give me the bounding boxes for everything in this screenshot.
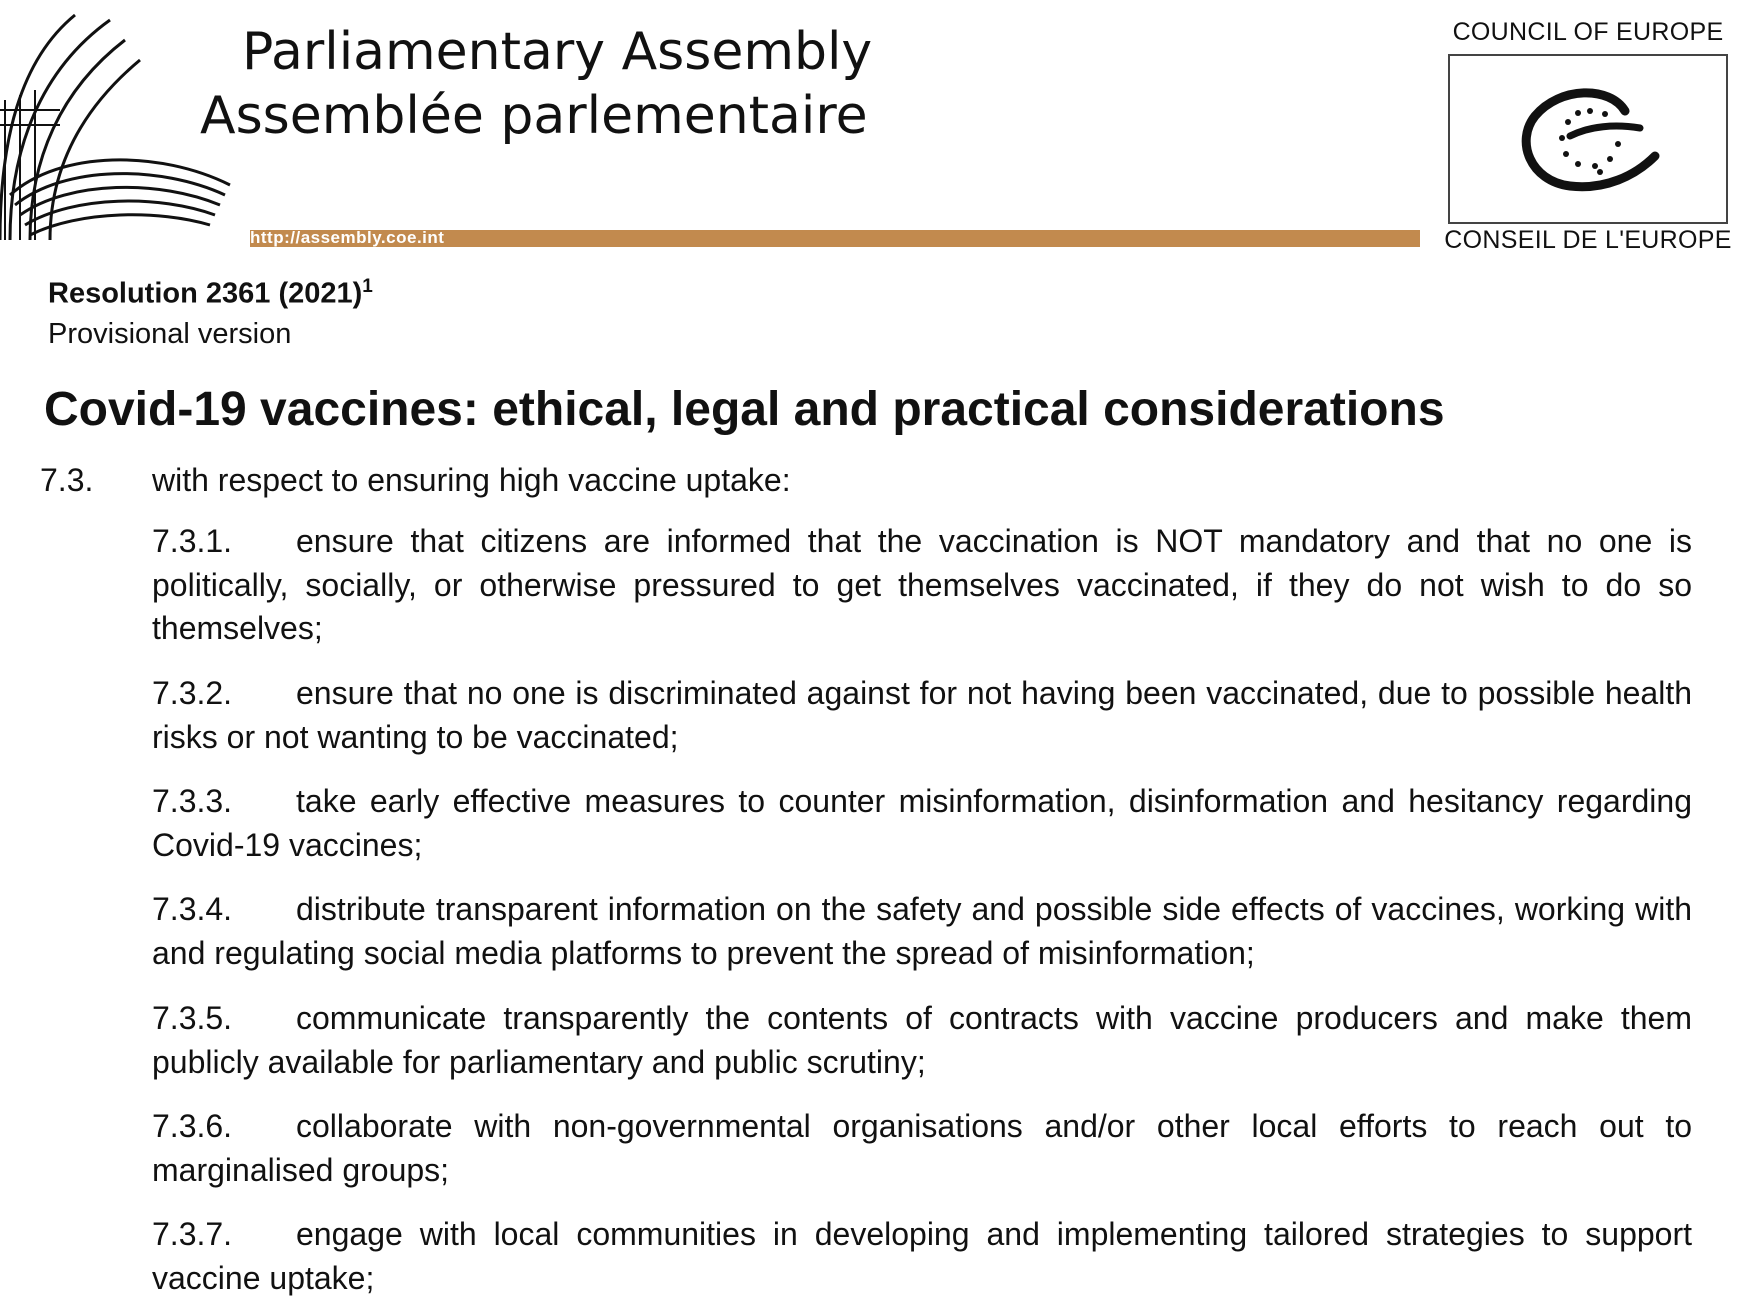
paragraph-text: communicate transparently the contents of contracts with vaccine producers and make them publicly available for parliamentary and public scrutiny; xyxy=(152,1000,1692,1080)
resolution-status: Provisional version xyxy=(48,318,292,350)
document-title: Covid-19 vaccines: ethical, legal and practical considerations xyxy=(44,383,1445,436)
paragraph-number: 7.3.4. xyxy=(152,891,233,927)
assembly-name-fr: Assemblée parlementaire xyxy=(200,86,868,146)
paragraph-7-3-7 xyxy=(152,1213,1692,1300)
resolution-number: Resolution 2361 (2021) xyxy=(48,277,363,310)
paragraph-text: ensure that citizens are informed that the vaccination is NOT mandatory and that no one is politically, socially, or otherwise pressured to get themselves vaccinated, if they do not wish to do so themselves; xyxy=(152,523,1692,646)
council-of-europe-logo xyxy=(1438,18,1738,253)
paragraph-text: take early effective measures to counter misinformation, disinformation and hesitancy regarding Covid-19 vaccines; xyxy=(152,783,1692,863)
paragraph-7-3-4 xyxy=(152,888,1692,975)
paragraph-number: 7.3.5. xyxy=(152,1000,233,1036)
coe-name-fr: CONSEIL DE L'EUROPE xyxy=(1444,226,1732,254)
paragraph-number: 7.3.1. xyxy=(152,523,233,559)
paragraph-text: distribute transparent information on the safety and possible side effects of vaccines, working with and regulating social media platforms to prevent the spread of misinformation; xyxy=(152,891,1692,971)
paragraph-7-3-1 xyxy=(152,520,1692,651)
coe-name-en: COUNCIL OF EUROPE xyxy=(1452,18,1724,46)
footnote-marker[interactable]: 1 xyxy=(362,276,373,297)
assembly-name-block xyxy=(200,20,872,148)
coe-emblem-frame xyxy=(1448,54,1728,224)
paragraph-7-3-5 xyxy=(152,997,1692,1084)
paragraph-7-3-3 xyxy=(152,780,1692,867)
assembly-name-en: Parliamentary Assembly xyxy=(242,22,873,82)
paragraph-number: 7.3.3. xyxy=(152,783,233,819)
paragraph-number: 7.3.7. xyxy=(152,1216,233,1252)
paragraph-text: collaborate with non-governmental organisations and/or other local efforts to reach out to marginalised groups; xyxy=(152,1108,1692,1188)
resolution-id xyxy=(48,276,373,311)
url-bar xyxy=(250,230,1420,247)
paragraph-7-3-6 xyxy=(152,1105,1692,1192)
paragraph-text: engage with local communities in developing and implementing tailored strategies to support vaccine uptake; xyxy=(152,1216,1692,1296)
paragraph-number: 7.3.2. xyxy=(152,675,233,711)
paragraph-text: ensure that no one is discriminated against for not having been vaccinated, due to possible health risks or not wanting to be vaccinated; xyxy=(152,675,1692,755)
section-heading: with respect to ensuring high vaccine uptake: xyxy=(152,462,791,498)
paragraph-number: 7.3.6. xyxy=(152,1108,233,1144)
coe-emblem-icon xyxy=(1450,56,1726,222)
assembly-url-link[interactable]: http://assembly.coe.int xyxy=(250,228,445,247)
section-number: 7.3. xyxy=(40,462,94,498)
paragraph-7-3-2 xyxy=(152,672,1692,759)
